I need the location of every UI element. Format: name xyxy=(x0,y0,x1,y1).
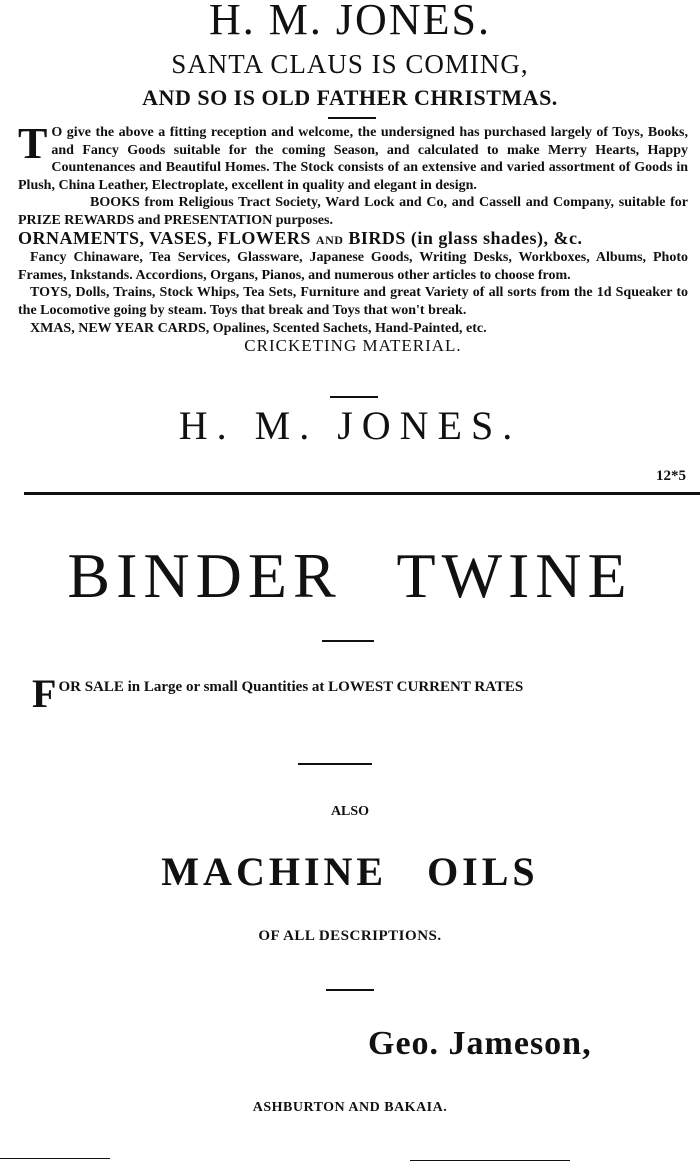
ad-divider xyxy=(24,492,700,495)
bottom-rule xyxy=(410,1160,570,1161)
ad-jameson-headline: BINDER TWINE xyxy=(67,540,633,611)
ad-jameson-also: ALSO xyxy=(330,804,370,819)
ad-jones-para-books: BOOKS from Religious Tract Society, Ward Lock and Co, and Cassell and Company, suitable for PRIZE REWARDS and PRESENTATION purposes. xyxy=(18,195,688,228)
drop-cap: T xyxy=(18,119,48,168)
ad-jones-signature: H. M. JONES. xyxy=(178,403,522,448)
short-rule xyxy=(328,117,376,119)
ad-jameson-product: MACHINE OILS xyxy=(161,849,539,894)
ornaments-birds: BIRDS (in glass shades), &c. xyxy=(348,227,583,248)
ad-jameson-location: ASHBURTON AND BAKAIA. xyxy=(252,1100,448,1115)
ad-jones-subhead-christmas: AND SO IS OLD FATHER CHRISTMAS. xyxy=(142,85,558,110)
ad-jones-para-cricket: CRICKETING MATERIAL. xyxy=(244,336,462,356)
ad-jones-para-intro xyxy=(18,119,688,194)
ad-jameson-signature: Geo. Jameson, xyxy=(368,1025,592,1062)
ad-jones-para-toys: TOYS, Dolls, Trains, Stock Whips, Tea Sets, Furniture and great Variety of all sorts from the 1d Squeaker to the Locomotive going by steam. Toys that break and Toys that won't break. xyxy=(18,285,688,318)
ornaments-and: AND xyxy=(315,232,344,247)
ad-jones-para-ornaments xyxy=(18,227,688,250)
ad-jones-subhead-santa: SANTA CLAUS IS COMING, xyxy=(171,49,529,79)
short-rule xyxy=(330,396,378,398)
ad-jones-para-fancy: Fancy Chinaware, Tea Services, Glassware, Japanese Goods, Writing Desks, Workboxes, Albums, Photo Frames, Inkstands. Accordions, Organs, Pianos, and numerous other articles to choose from. xyxy=(18,250,688,283)
forsale-text: OR SALE in Large or small Quantities at LOWEST CURRENT RATES xyxy=(58,679,524,695)
ad-jones-title: H. M. JONES. xyxy=(209,0,491,44)
ad-jones-body xyxy=(18,119,688,356)
short-rule xyxy=(326,989,374,991)
short-rule xyxy=(298,763,372,765)
ad-jameson-forsale xyxy=(32,671,692,716)
bottom-rule xyxy=(0,1158,110,1159)
drop-cap: F xyxy=(32,671,57,716)
short-rule xyxy=(322,640,374,642)
ornaments-text: ORNAMENTS, VASES, FLOWERS xyxy=(18,227,311,248)
ad-jones-para-cards: XMAS, NEW YEAR CARDS, Opalines, Scented Sachets, Hand-Painted, etc. xyxy=(30,320,487,336)
ad-code: 12*5 xyxy=(656,468,686,484)
ad-jameson-product-sub: OF ALL DESCRIPTIONS. xyxy=(258,928,442,944)
intro-text: O give the above a fitting reception and welcome, the undersigned has purchased largely of Toys, Books, and Fancy Goods suitable for the coming Season, and calculated to make Merry Hearts, Happy Countenances and Beautiful Homes. The Stock consists of an extensive and varied assortment of Goods in Plush, China Leather, Electroplate, excellent in quality and elegant in design. xyxy=(18,125,688,193)
